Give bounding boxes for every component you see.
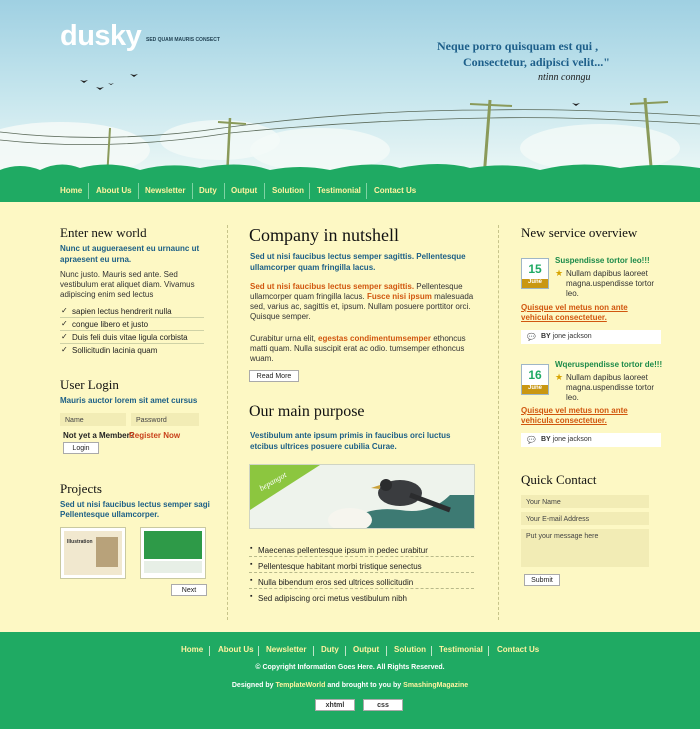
- templateworld-link[interactable]: TemplateWorld: [275, 682, 326, 689]
- footer-nav-contact-us[interactable]: Contact Us: [497, 645, 540, 654]
- list-item: [249, 560, 474, 573]
- quick-contact-title: Quick Contact: [521, 472, 597, 487]
- author-by: BY: [541, 436, 551, 443]
- footer-nav-solution[interactable]: Solution: [394, 645, 426, 654]
- date-day: 16: [528, 368, 542, 382]
- contact-email-input[interactable]: Your E-mail Address: [521, 512, 649, 525]
- check-icon: ✓: [61, 345, 68, 354]
- list-item-label: Maecenas pellentesque ipsum in pedec urabitur: [258, 546, 428, 555]
- purpose-title: Our main purpose: [249, 403, 365, 420]
- thumbnail-caption: Illustration: [67, 539, 93, 545]
- paragraph-text: Pellentesque ullamcorper quam fringilla lacus.: [250, 282, 463, 301]
- list-item: [60, 331, 204, 344]
- comment-icon: 💬: [527, 437, 536, 444]
- enter-world-title: Enter new world: [60, 225, 147, 240]
- designed-by-text: [0, 682, 700, 689]
- list-item: [249, 544, 474, 557]
- footer-nav-separator: [488, 646, 489, 656]
- contact-name-input[interactable]: Your Name: [521, 495, 649, 508]
- xhtml-badge[interactable]: xhtml: [315, 699, 355, 711]
- footer-nav-home[interactable]: Home: [181, 645, 204, 654]
- date-day: 15: [528, 262, 542, 276]
- column-divider: [498, 225, 499, 620]
- list-item-label: Pellentesque habitant morbi tristique senectus: [258, 562, 422, 571]
- thumbnail-image: [144, 561, 202, 573]
- nav-solution[interactable]: Solution: [272, 186, 304, 195]
- service-item-title[interactable]: Wqeruspendisse tortor de!!!: [555, 360, 663, 369]
- login-name-input[interactable]: Name: [60, 413, 126, 426]
- company-paragraph-2: [250, 334, 475, 364]
- star-icon: ★: [555, 268, 564, 278]
- designed-by-label: Designed by: [231, 682, 276, 689]
- footer: [0, 632, 700, 729]
- check-icon: ✓: [61, 319, 68, 328]
- nav-testimonial[interactable]: Testimonial: [317, 186, 361, 195]
- footer-nav-separator: [209, 646, 210, 656]
- contact-message-textarea[interactable]: Put your message here: [521, 529, 649, 567]
- footer-nav-separator: [313, 646, 314, 656]
- header: [0, 0, 700, 180]
- list-item-label: sapien lectus hendrerit nulla: [72, 307, 172, 316]
- nav-about-us[interactable]: About Us: [96, 186, 132, 195]
- site-tagline: SED QUAM MAURIS CONSECT: [146, 37, 220, 43]
- project-thumbnail[interactable]: [60, 527, 126, 579]
- list-item: [249, 592, 474, 605]
- bullet-icon: ▪: [250, 545, 253, 552]
- nav-separator: [264, 183, 265, 199]
- check-icon: ✓: [61, 306, 68, 315]
- paragraph-text: ethoncus matti quam. Nulla suscipit erat ac odio. tumsemper ethoncus wuam.: [250, 334, 466, 363]
- paragraph-text: Curabitur urna elit,: [250, 334, 319, 343]
- nav-contact-us[interactable]: Contact Us: [374, 186, 417, 195]
- author-name[interactable]: jone jackson: [552, 436, 592, 443]
- bullet-icon: ▪: [250, 577, 253, 584]
- enter-world-text: Nunc justo. Mauris sed ante. Sed vestibulum erat aliquet diam. Vivamus adipiscing enim sed lectus: [60, 270, 195, 299]
- footer-nav-about-us[interactable]: About Us: [218, 645, 254, 654]
- list-item: [60, 305, 204, 318]
- date-badge: [521, 258, 549, 289]
- list-item-label: Sed adipiscing orci metus vestibulum nibh: [258, 594, 407, 603]
- list-item: [249, 576, 474, 589]
- highlight-text: Fusce nisi ipsum: [364, 292, 432, 301]
- nav-duty[interactable]: Duty: [199, 186, 217, 195]
- enter-world-subtitle: Nunc ut augueraesent eu urnaunc ut apraesent eu urna.: [60, 244, 200, 264]
- nav-home[interactable]: Home: [60, 186, 83, 195]
- service-item-text: Nullam dapibus laoreet magna.uspendisse tortor leo.: [566, 373, 655, 402]
- footer-nav-separator: [345, 646, 346, 656]
- login-button[interactable]: Login: [63, 442, 99, 454]
- date-month: June: [522, 385, 548, 394]
- header-quote-line2: Consectetur, adipisci velit...": [463, 55, 610, 69]
- paragraph-text: malesuada sed, varius ac, sagittis et, ipsum. Nullam posuere porttitor orci. Quisque semper.: [250, 292, 474, 321]
- thumbnail-image: [144, 531, 202, 559]
- submit-button[interactable]: Submit: [524, 574, 560, 586]
- author-by: BY: [541, 333, 551, 340]
- service-item-link[interactable]: Quisque vel metus non ante vehicula consectetuer.: [521, 406, 628, 425]
- nav-separator: [309, 183, 310, 199]
- footer-nav-output[interactable]: Output: [353, 645, 380, 654]
- not-member-text: Not yet a Member?: [63, 431, 135, 440]
- list-item-label: Nulla bibendum eros sed ultrices sollicitudin: [258, 578, 414, 587]
- company-title: Company in nutshell: [249, 225, 399, 245]
- css-badge[interactable]: css: [363, 699, 403, 711]
- login-password-input[interactable]: Password: [131, 413, 199, 426]
- comment-icon: 💬: [527, 334, 536, 341]
- star-icon: ★: [555, 372, 564, 382]
- next-button[interactable]: Next: [171, 584, 207, 596]
- main-nav: [0, 180, 700, 202]
- projects-title: Projects: [60, 481, 102, 496]
- copyright-text: © Copyright Information Goes Here. All Rights Reserved.: [255, 664, 445, 671]
- service-item-link[interactable]: Quisque vel metus non ante vehicula consectetuer.: [521, 303, 628, 322]
- service-overview-title: New service overview: [521, 225, 638, 240]
- brought-by-label: and brought to you by: [325, 682, 404, 689]
- nav-separator: [366, 183, 367, 199]
- read-more-button[interactable]: Read More: [249, 370, 299, 382]
- banner-caption: bepangot: [257, 470, 289, 493]
- nav-newsletter[interactable]: Newsletter: [145, 186, 186, 195]
- nav-output[interactable]: Output: [231, 186, 258, 195]
- bullet-icon: ▪: [250, 561, 253, 568]
- service-item-title[interactable]: Suspendisse tortor leo!!!: [555, 256, 650, 265]
- date-month: June: [522, 279, 548, 288]
- company-subtitle: Sed ut nisi faucibus lectus semper sagittis. Pellentesque ullamcorper quam fringilla lacus.: [250, 252, 466, 272]
- author-name[interactable]: jone jackson: [552, 333, 592, 340]
- user-login-subtitle: Mauris auctor lorem sit amet cursus: [60, 396, 198, 405]
- projects-subtitle: Sed ut nisi faucibus lectus semper sagi Pellentesque ullamcorper.: [60, 500, 210, 519]
- footer-nav-testimonial[interactable]: Testimonial: [439, 645, 483, 654]
- purpose-subtitle: Vestibulum ante ipsum primis in faucibus orci luctus etcibus ultrices posuere cubilia Curae.: [250, 431, 451, 451]
- list-item: [60, 318, 204, 331]
- footer-nav-separator: [431, 646, 432, 656]
- service-item-text: Nullam dapibus laoreet magna.uspendisse tortor leo.: [566, 269, 655, 298]
- thumbnail-image: [64, 531, 122, 575]
- site-logo[interactable]: dusky: [60, 20, 142, 52]
- nav-separator: [192, 183, 193, 199]
- author-line: [521, 433, 661, 447]
- user-login-title: User Login: [60, 377, 119, 392]
- purpose-banner-image: [249, 464, 475, 529]
- header-quote-line1: Neque porro quisquam est qui ,: [437, 39, 599, 53]
- column-divider: [227, 225, 228, 620]
- company-paragraph-1: [250, 282, 475, 322]
- register-now-link[interactable]: Register Now: [129, 431, 181, 440]
- header-signature: ntinn conngu: [538, 72, 591, 83]
- bullet-icon: ▪: [250, 593, 253, 600]
- list-item: [60, 344, 204, 357]
- list-item-label: Sollicitudin lacinia quam: [72, 346, 158, 355]
- author-line: [521, 330, 661, 344]
- check-icon: ✓: [61, 332, 68, 341]
- footer-nav-separator: [386, 646, 387, 656]
- nav-separator: [138, 183, 139, 199]
- nav-separator: [224, 183, 225, 199]
- highlight-text: Sed ut nisi faucibus lectus semper sagittis.: [250, 282, 415, 291]
- list-item-label: Duis feli duis vitae ligula corbista: [72, 333, 188, 342]
- smashingmagazine-link[interactable]: SmashingMagazine: [403, 682, 469, 689]
- highlight-text: egestas condimentumsemper: [318, 334, 431, 343]
- nav-separator: [88, 183, 89, 199]
- list-item-label: congue libero et justo: [72, 320, 149, 329]
- footer-nav-duty[interactable]: Duty: [321, 645, 339, 654]
- thumbnail-photo: [96, 537, 118, 567]
- project-thumbnail[interactable]: [140, 527, 206, 579]
- footer-nav-separator: [258, 646, 259, 656]
- date-badge: [521, 364, 549, 395]
- footer-nav-newsletter[interactable]: Newsletter: [266, 645, 307, 654]
